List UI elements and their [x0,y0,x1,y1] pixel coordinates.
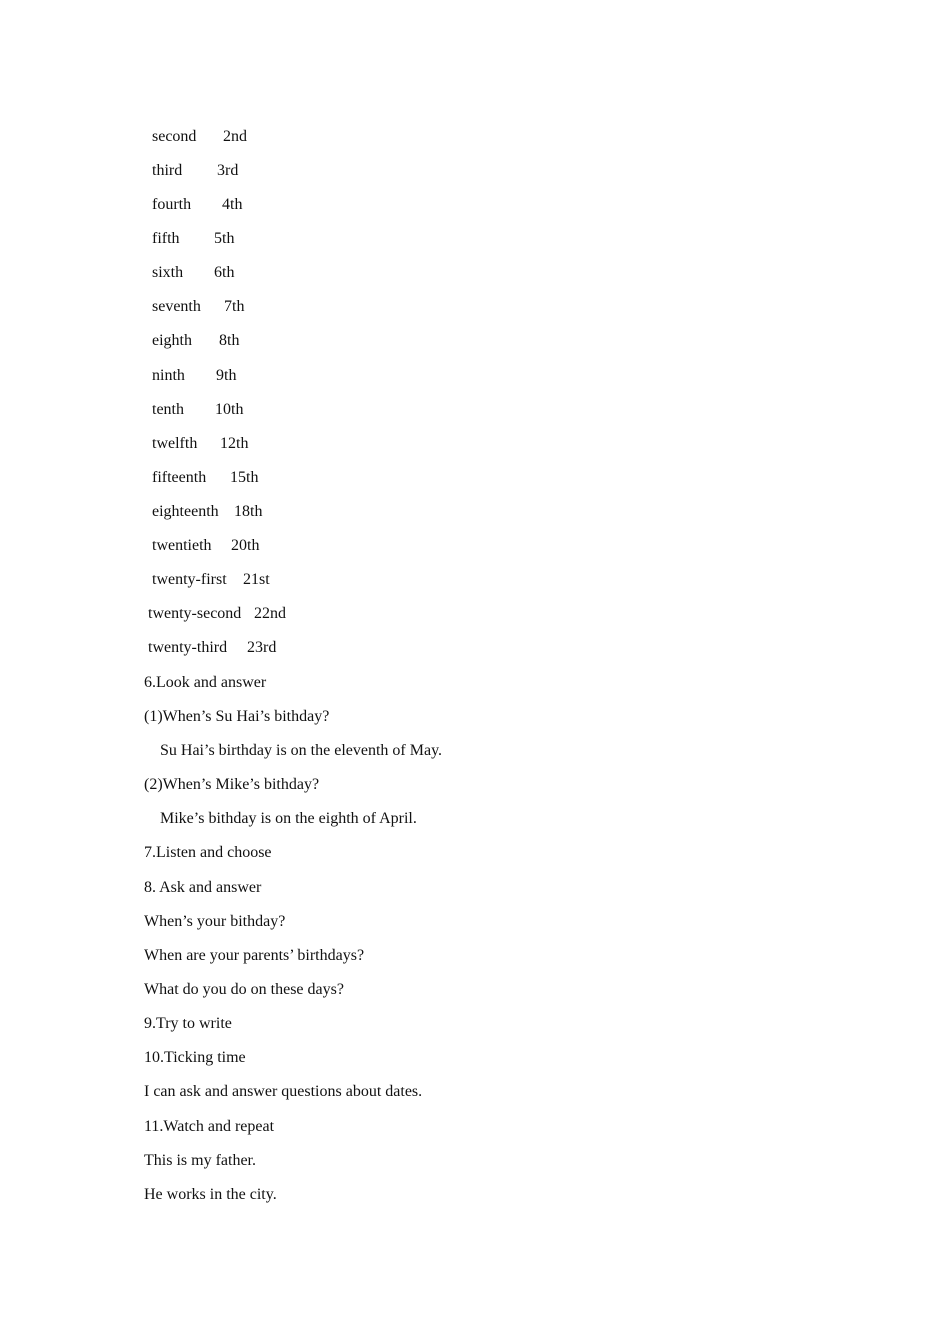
ordinal-abbr: 4th [222,196,243,213]
ordinal-abbr: 6th [214,264,235,281]
ordinal-word: twelfth [152,435,198,452]
ordinal-word: sixth [152,264,184,281]
ordinal-word: twenty-third [148,639,228,656]
section-heading-ticking-time: 10.Ticking time [144,1049,246,1066]
answer-1: Su Hai’s birthday is on the eleventh of May. [160,742,443,759]
ordinal-abbr: 9th [216,367,237,384]
ordinal-abbr: 12th [220,435,249,452]
ordinal-word: ninth [152,367,185,384]
ordinal-abbr: 22nd [254,605,286,622]
answer-2: Mike’s bithday is on the eighth of April. [160,810,417,827]
ordinal-abbr: 8th [219,332,240,349]
ordinal-abbr: 23rd [247,639,277,656]
section-heading-try-to-write: 9.Try to write [144,1015,232,1032]
statement-line: He works in the city. [144,1186,277,1203]
ordinal-word: eighth [152,332,192,349]
ordinal-abbr: 10th [215,401,244,418]
statement-line: I can ask and answer questions about dates. [144,1083,423,1100]
statement-line: This is my father. [144,1152,256,1169]
ordinal-abbr: 21st [243,571,270,588]
ordinal-abbr: 2nd [223,128,247,145]
ordinal-word: second [152,128,197,145]
ordinal-word: fifth [152,230,180,247]
prompt-line: When are your parents’ birthdays? [144,947,365,964]
prompt-line: What do you do on these days? [144,981,344,998]
ordinal-word: third [152,162,183,179]
ordinal-abbr: 3rd [217,162,239,179]
ordinal-abbr: 15th [230,469,259,486]
ordinal-word: fourth [152,196,192,213]
question-2: (2)When’s Mike’s bithday? [144,776,320,793]
ordinal-abbr: 7th [224,298,245,315]
section-heading-watch-and-repeat: 11.Watch and repeat [144,1118,275,1135]
section-heading-listen-and-choose: 7.Listen and choose [144,844,272,861]
ordinal-word: seventh [152,298,201,315]
section-heading-look-and-answer: 6.Look and answer [144,674,267,691]
prompt-line: When’s your bithday? [144,913,286,930]
ordinal-word: twentieth [152,537,212,554]
ordinal-abbr: 20th [231,537,260,554]
ordinal-abbr: 18th [234,503,263,520]
ordinal-word: eighteenth [152,503,219,520]
ordinal-abbr: 5th [214,230,235,247]
section-heading-ask-and-answer: 8. Ask and answer [144,879,262,896]
ordinal-word: fifteenth [152,469,207,486]
ordinal-word: tenth [152,401,184,418]
question-1: (1)When’s Su Hai’s bithday? [144,708,330,725]
ordinal-word: twenty-first [152,571,227,588]
ordinal-word: twenty-second [148,605,242,622]
